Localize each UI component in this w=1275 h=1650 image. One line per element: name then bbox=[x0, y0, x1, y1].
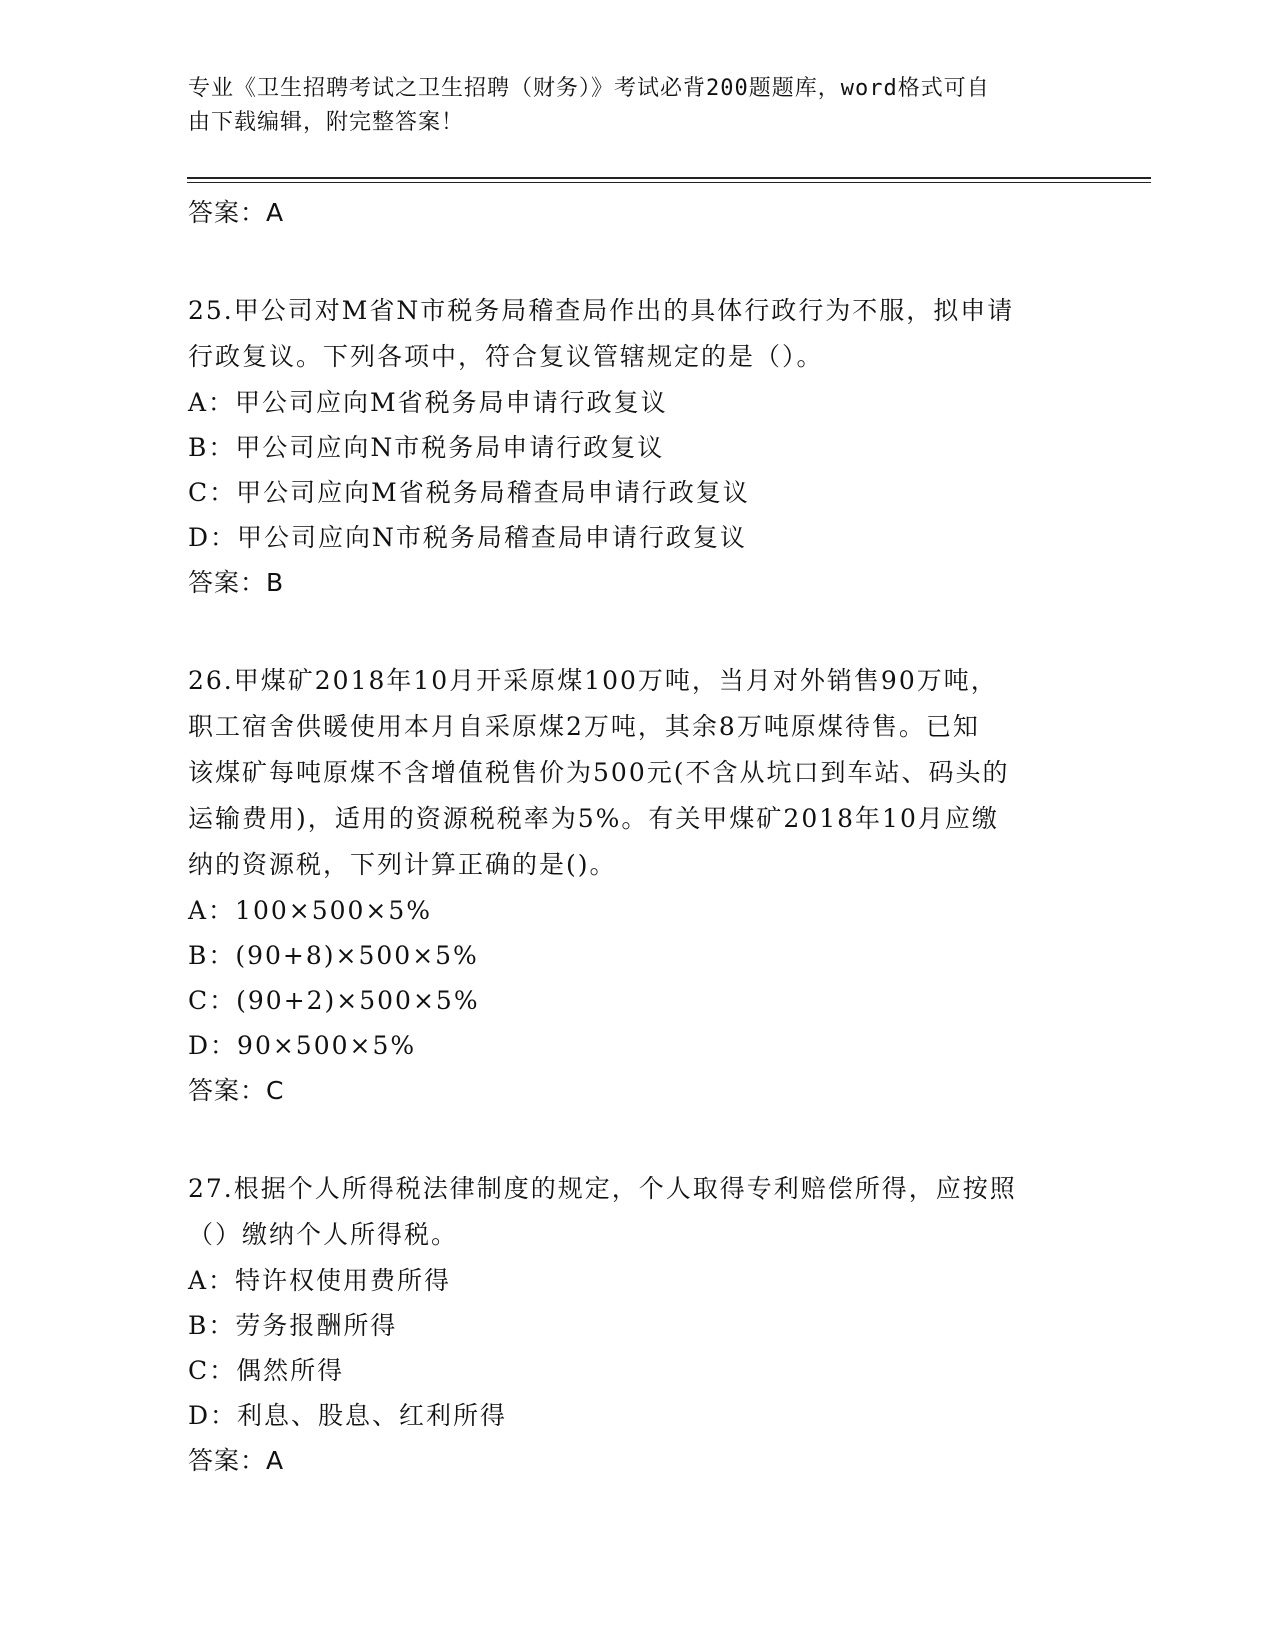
header-rule-thick bbox=[187, 177, 1151, 179]
answer-label: 答案：B bbox=[188, 568, 285, 597]
question-text-line: 行政复议。下列各项中，符合复议管辖规定的是（）。 bbox=[188, 342, 824, 371]
question-text-line: 25.甲公司对M省N市税务局稽查局作出的具体行政行为不服，拟申请 bbox=[188, 296, 1015, 325]
document-header bbox=[188, 72, 1068, 140]
answer-label: 答案：C bbox=[188, 1076, 285, 1105]
question-text-line: 职工宿舍供暖使用本月自采原煤2万吨，其余8万吨原煤待售。已知 bbox=[188, 712, 980, 741]
option-a: A：100×500×5% bbox=[188, 896, 433, 925]
question-27 bbox=[188, 1166, 1088, 1484]
option-c: C：偶然所得 bbox=[188, 1356, 345, 1385]
option-c: C：(90+2)×500×5% bbox=[188, 986, 480, 1015]
header-line-2: 由下载编辑，附完整答案！ bbox=[188, 110, 465, 135]
option-b: B：甲公司应向N市税务局申请行政复议 bbox=[188, 433, 665, 462]
option-c: C：甲公司应向M省税务局稽查局申请行政复议 bbox=[188, 478, 750, 507]
answer-label: 答案：A bbox=[188, 1446, 285, 1475]
option-d: D：利息、股息、红利所得 bbox=[188, 1401, 508, 1430]
option-a: A：特许权使用费所得 bbox=[188, 1266, 452, 1295]
previous-answer: 答案：A bbox=[188, 198, 285, 227]
option-a: A：甲公司应向M省税务局申请行政复议 bbox=[188, 388, 668, 417]
question-text-line: 纳的资源税，下列计算正确的是()。 bbox=[188, 850, 617, 879]
header-rule-thin bbox=[187, 182, 1151, 183]
option-b: B：劳务报酬所得 bbox=[188, 1311, 398, 1340]
question-text-line: 27.根据个人所得税法律制度的规定，个人取得专利赔偿所得，应按照 bbox=[188, 1174, 1017, 1203]
question-text-line: 该煤矿每吨原煤不含增值税售价为500元(不含从坑口到车站、码头的 bbox=[188, 758, 1010, 787]
option-b: B：(90+8)×500×5% bbox=[188, 941, 479, 970]
question-text-line: 26.甲煤矿2018年10月开采原煤100万吨，当月对外销售90万吨， bbox=[188, 666, 998, 695]
document-body bbox=[188, 190, 1088, 1484]
option-d: D：90×500×5% bbox=[188, 1031, 417, 1060]
header-line-1: 专业《卫生招聘考试之卫生招聘（财务）》考试必背200题题库，word格式可自 bbox=[188, 76, 990, 101]
option-d: D：甲公司应向N市税务局稽查局申请行政复议 bbox=[188, 523, 747, 552]
question-26 bbox=[188, 658, 1088, 1114]
question-text-line: 运输费用)，适用的资源税税率为5%。有关甲煤矿2018年10月应缴 bbox=[188, 804, 999, 833]
question-25 bbox=[188, 288, 1088, 606]
question-text-line: （）缴纳个人所得税。 bbox=[188, 1220, 459, 1249]
